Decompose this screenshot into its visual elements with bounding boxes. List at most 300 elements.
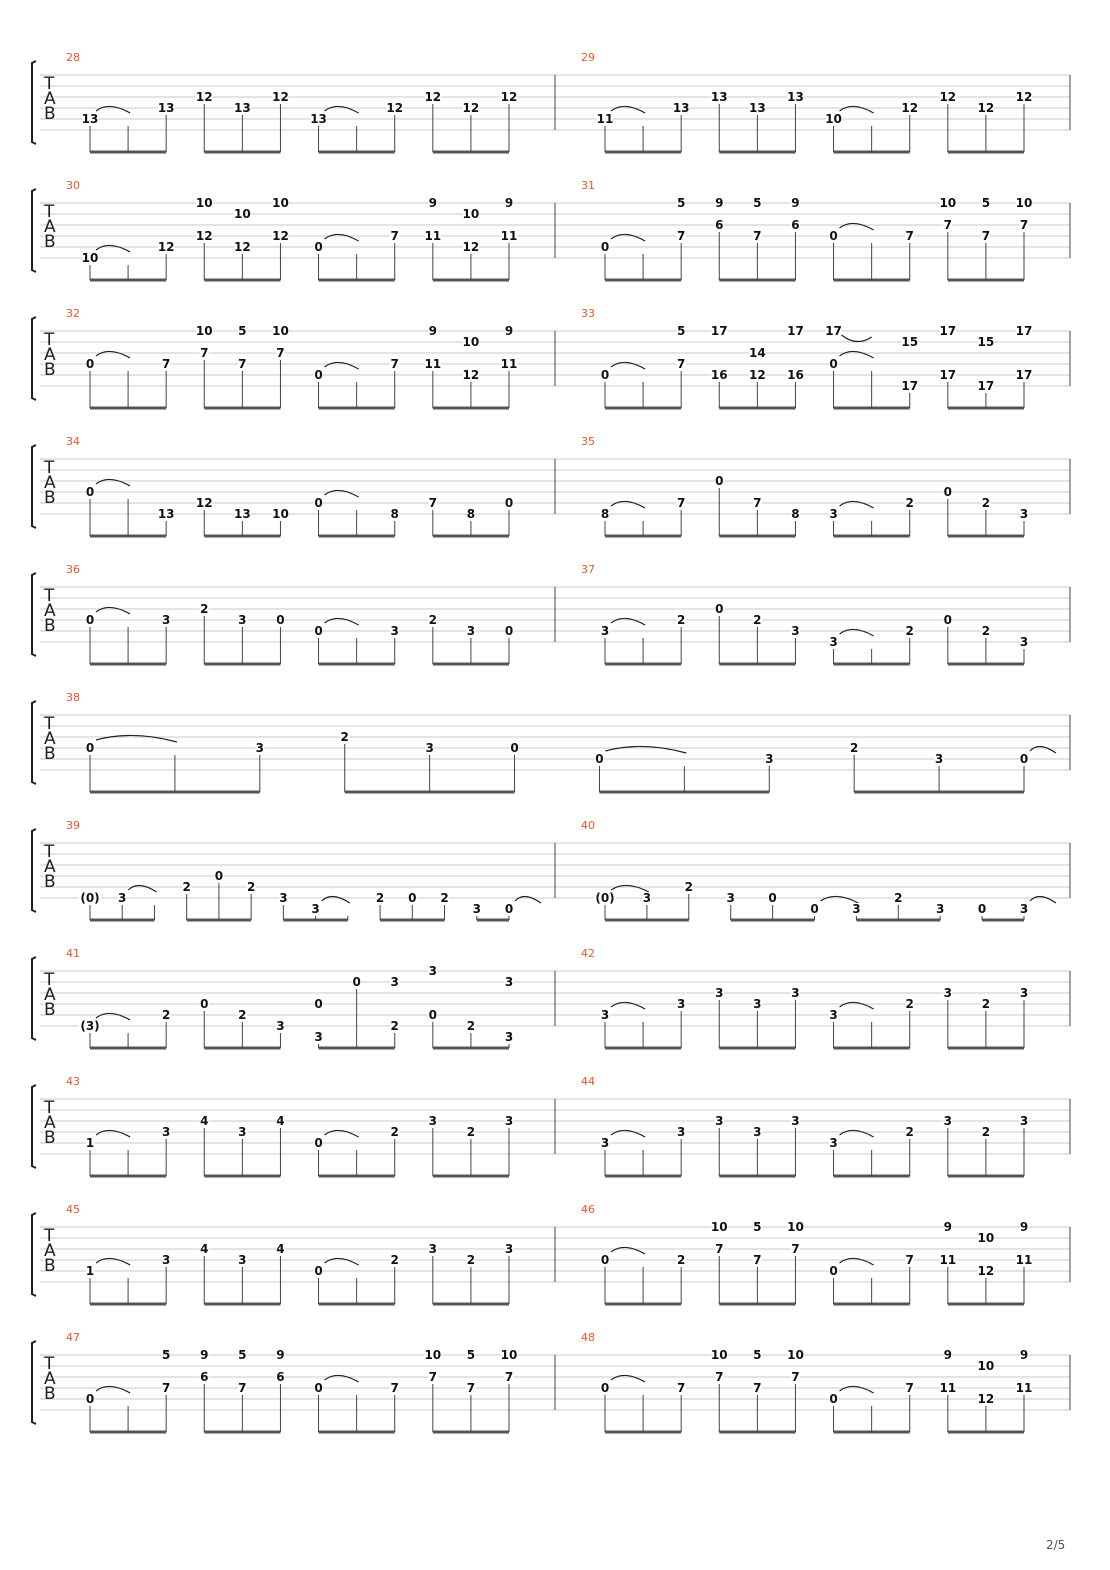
system-bracket bbox=[32, 1341, 36, 1424]
fret-number: 0 bbox=[314, 1136, 323, 1150]
fret-number: 0 bbox=[85, 357, 95, 371]
fret-number: 12 bbox=[977, 1264, 995, 1278]
fret-number: 11 bbox=[596, 112, 614, 126]
fret-number: 5 bbox=[238, 324, 247, 338]
fret-number: 0 bbox=[408, 891, 417, 905]
fret-number: 5 bbox=[162, 1348, 171, 1362]
fret-number: 0 bbox=[314, 997, 323, 1011]
fret-number: 12 bbox=[462, 368, 480, 382]
fret-number: 0 bbox=[85, 1392, 95, 1406]
tie-arc bbox=[840, 351, 874, 358]
measure-number: 29 bbox=[581, 51, 595, 64]
fret-number: 3 bbox=[829, 1136, 838, 1150]
fret-number: 5 bbox=[677, 196, 686, 210]
fret-number: 3 bbox=[504, 1242, 514, 1256]
fret-number: 3 bbox=[765, 752, 774, 766]
tab-letter: A bbox=[44, 601, 56, 621]
fret-number: 7 bbox=[753, 496, 762, 510]
fret-number: 5 bbox=[753, 1348, 762, 1362]
fret-number: 2 bbox=[182, 880, 191, 894]
tie-arc bbox=[128, 885, 156, 892]
tie-arc bbox=[325, 1258, 359, 1265]
fret-number: 3 bbox=[1019, 635, 1029, 649]
fret-number: 3 bbox=[829, 635, 838, 649]
fret-number: 4 bbox=[200, 1114, 209, 1128]
tie-arc bbox=[611, 618, 645, 625]
tab-letter: B bbox=[44, 744, 56, 764]
tab-letter: B bbox=[44, 1384, 56, 1404]
fret-number: 3 bbox=[238, 1125, 247, 1139]
tie-arc bbox=[611, 362, 645, 369]
fret-number: 12 bbox=[462, 240, 480, 254]
fret-number: 3 bbox=[791, 624, 800, 638]
fret-number: 11 bbox=[939, 1253, 957, 1267]
fret-number: 2 bbox=[981, 496, 991, 510]
fret-number: 3 bbox=[1019, 1114, 1029, 1128]
fret-number: 4 bbox=[276, 1242, 285, 1256]
tie-arc bbox=[96, 106, 130, 113]
fret-number: 10 bbox=[195, 196, 213, 210]
fret-number: 10 bbox=[272, 324, 289, 338]
fret-number: 13 bbox=[672, 101, 690, 115]
tab-letter: T bbox=[44, 714, 55, 734]
fret-number: 7 bbox=[390, 229, 399, 243]
fret-number: 16 bbox=[710, 368, 728, 382]
tie-arc bbox=[840, 223, 874, 230]
fret-number: 10 bbox=[500, 1348, 518, 1362]
system-bracket bbox=[32, 61, 36, 144]
fret-number: 10 bbox=[977, 1231, 995, 1245]
system-bracket bbox=[32, 445, 36, 528]
fret-number: 2 bbox=[162, 1008, 171, 1022]
measure-number: 40 bbox=[581, 819, 595, 832]
fret-number: 0 bbox=[829, 229, 838, 243]
fret-number: 12 bbox=[195, 496, 213, 510]
fret-number: 3 bbox=[829, 1008, 838, 1022]
fret-number: 3 bbox=[472, 902, 481, 916]
fret-number: 12 bbox=[1015, 90, 1033, 104]
tie-arc bbox=[1030, 896, 1056, 903]
fret-number: 7 bbox=[753, 1253, 762, 1267]
fret-number: 0 bbox=[314, 1264, 323, 1278]
fret-number: 2 bbox=[340, 730, 349, 744]
tie-arc bbox=[611, 1375, 645, 1382]
tie-arc bbox=[96, 1130, 130, 1137]
tie-arc bbox=[96, 1386, 130, 1393]
fret-number: 2 bbox=[684, 880, 693, 894]
fret-number: 13 bbox=[234, 101, 251, 115]
fret-number: 12 bbox=[157, 240, 175, 254]
fret-number: 3 bbox=[428, 1242, 437, 1256]
fret-number: 12 bbox=[500, 90, 518, 104]
fret-number: 3 bbox=[934, 752, 944, 766]
fret-number: 11 bbox=[1015, 1253, 1033, 1267]
fret-number: 3 bbox=[600, 624, 610, 638]
fret-number: 9 bbox=[943, 1220, 952, 1234]
fret-number: 2 bbox=[390, 1125, 399, 1139]
fret-number: 13 bbox=[81, 112, 99, 126]
tab-letter: A bbox=[44, 217, 56, 237]
tie-arc bbox=[96, 245, 130, 252]
fret-number: 0 bbox=[600, 1253, 610, 1267]
fret-number: 10 bbox=[195, 324, 213, 338]
fret-number: 0 bbox=[829, 357, 838, 371]
tie-arc bbox=[96, 351, 130, 358]
fret-number: 2 bbox=[981, 997, 991, 1011]
tie-arc bbox=[325, 490, 359, 497]
fret-number: 12 bbox=[939, 90, 957, 104]
fret-number: 12 bbox=[901, 101, 919, 115]
fret-number: 9 bbox=[1019, 1348, 1029, 1362]
measure-number: 37 bbox=[581, 563, 595, 576]
fret-number: 0 bbox=[595, 752, 604, 766]
fret-number: 17 bbox=[939, 368, 957, 382]
measure-number: 31 bbox=[581, 179, 595, 192]
fret-number: 6 bbox=[276, 1370, 285, 1384]
tab-letter: B bbox=[44, 104, 56, 124]
fret-number: 10 bbox=[977, 1359, 995, 1373]
fret-number: 7 bbox=[791, 1370, 800, 1384]
fret-number: 2 bbox=[850, 741, 859, 755]
fret-number: 3 bbox=[600, 1008, 610, 1022]
fret-number: 7 bbox=[905, 1381, 914, 1395]
measure-number: 28 bbox=[66, 51, 80, 64]
tab-letter: A bbox=[44, 1369, 56, 1389]
fret-number: 0 bbox=[600, 368, 610, 382]
fret-number: 3 bbox=[311, 902, 320, 916]
tab-letter: B bbox=[44, 232, 56, 252]
fret-number: 2 bbox=[905, 496, 914, 510]
tie-arc bbox=[96, 735, 177, 742]
tie-arc bbox=[96, 479, 130, 486]
fret-number: 7 bbox=[981, 229, 991, 243]
system-bracket bbox=[32, 573, 36, 656]
fret-number: 8 bbox=[390, 507, 399, 521]
tab-letter: B bbox=[44, 1000, 56, 1020]
tie-arc bbox=[96, 1013, 130, 1020]
fret-number: 3 bbox=[162, 1253, 171, 1267]
fret-number: 10 bbox=[710, 1220, 728, 1234]
fret-number: 4 bbox=[200, 1242, 209, 1256]
measure-number: 36 bbox=[66, 563, 80, 576]
fret-number: 3 bbox=[943, 986, 952, 1000]
tab-letter: B bbox=[44, 488, 56, 508]
fret-number: 9 bbox=[428, 196, 437, 210]
fret-number: 13 bbox=[157, 101, 175, 115]
fret-number: 9 bbox=[715, 196, 724, 210]
fret-number: 0 bbox=[314, 496, 323, 510]
fret-number: 11 bbox=[1015, 1381, 1033, 1395]
fret-number: 12 bbox=[386, 101, 404, 115]
fret-number: 3 bbox=[936, 902, 945, 916]
measure-number: 44 bbox=[581, 1075, 595, 1088]
fret-number: 10 bbox=[234, 207, 251, 221]
fret-number: 0 bbox=[276, 613, 285, 627]
fret-number: 7 bbox=[466, 1381, 476, 1395]
fret-number: 3 bbox=[753, 1125, 762, 1139]
fret-number: 7 bbox=[238, 1381, 247, 1395]
fret-number: 5 bbox=[981, 196, 991, 210]
measure-number: 32 bbox=[66, 307, 80, 320]
fret-number: 0 bbox=[943, 485, 952, 499]
tab-letter: B bbox=[44, 1256, 56, 1276]
fret-number: 0 bbox=[428, 1008, 437, 1022]
tie-arc bbox=[611, 106, 645, 113]
fret-number: 12 bbox=[272, 229, 289, 243]
fret-number: 10 bbox=[710, 1348, 728, 1362]
fret-number: 10 bbox=[787, 1220, 804, 1234]
fret-number: 3 bbox=[428, 964, 437, 978]
fret-number: 3 bbox=[504, 975, 514, 989]
system-bracket bbox=[32, 189, 36, 272]
fret-number: 3 bbox=[162, 1125, 171, 1139]
fret-number: 10 bbox=[462, 207, 480, 221]
fret-number: 10 bbox=[424, 1348, 442, 1362]
fret-number: 6 bbox=[791, 218, 800, 232]
fret-number: 0 bbox=[600, 240, 610, 254]
tab-letter: T bbox=[44, 330, 55, 350]
fret-number: 7 bbox=[276, 346, 285, 360]
tie-arc bbox=[840, 1258, 874, 1265]
fret-number: 2 bbox=[238, 1008, 247, 1022]
fret-number: 0 bbox=[504, 624, 514, 638]
fret-number: 13 bbox=[787, 90, 804, 104]
measure-number: 30 bbox=[66, 179, 80, 192]
fret-number: 7 bbox=[677, 1381, 686, 1395]
system-bracket bbox=[32, 1213, 36, 1296]
tie-arc bbox=[840, 1386, 874, 1393]
fret-number: 4 bbox=[276, 1114, 285, 1128]
fret-number: 7 bbox=[677, 229, 686, 243]
fret-number: 0 bbox=[85, 485, 95, 499]
fret-number: 7 bbox=[905, 229, 914, 243]
tie-arc bbox=[325, 362, 359, 369]
fret-number: 5 bbox=[238, 1348, 247, 1362]
fret-number: 10 bbox=[787, 1348, 804, 1362]
fret-number: 5 bbox=[753, 1220, 762, 1234]
fret-number: 7 bbox=[715, 1242, 724, 1256]
tie-arc bbox=[611, 501, 645, 508]
fret-number: 0 bbox=[810, 902, 819, 916]
fret-number: 7 bbox=[791, 1242, 800, 1256]
fret-number: (0) bbox=[80, 891, 100, 905]
measure-number: 33 bbox=[581, 307, 595, 320]
fret-number: 3 bbox=[791, 986, 800, 1000]
fret-number: 13 bbox=[234, 507, 251, 521]
tab-letter: T bbox=[44, 202, 55, 222]
fret-number: 13 bbox=[310, 112, 327, 126]
fret-number: 15 bbox=[901, 335, 919, 349]
system-bracket bbox=[32, 1085, 36, 1168]
fret-number: 9 bbox=[276, 1348, 285, 1362]
tie-arc bbox=[325, 1375, 359, 1382]
fret-number: 7 bbox=[428, 496, 437, 510]
tie-arc bbox=[325, 234, 359, 241]
fret-number: 7 bbox=[238, 357, 247, 371]
fret-number: 3 bbox=[238, 1253, 247, 1267]
tab-letter: A bbox=[44, 89, 56, 109]
fret-number: 3 bbox=[466, 624, 476, 638]
fret-number: 2 bbox=[466, 1253, 476, 1267]
measure-number: 48 bbox=[581, 1331, 595, 1344]
fret-number: 2 bbox=[981, 624, 991, 638]
fret-number: 8 bbox=[466, 507, 476, 521]
fret-number: 7 bbox=[905, 1253, 914, 1267]
fret-number: 12 bbox=[195, 90, 213, 104]
fret-number: 0 bbox=[977, 902, 987, 916]
tie-arc bbox=[611, 234, 645, 241]
fret-number: 11 bbox=[424, 357, 442, 371]
tie-arc bbox=[611, 1130, 645, 1137]
tie-arc bbox=[1030, 746, 1056, 753]
measure-number: 43 bbox=[66, 1075, 80, 1088]
measure-number: 41 bbox=[66, 947, 80, 960]
fret-number: 9 bbox=[428, 324, 437, 338]
tab-letter: A bbox=[44, 985, 56, 1005]
fret-number: 9 bbox=[200, 1348, 209, 1362]
tab-letter: T bbox=[44, 842, 55, 862]
fret-number: 5 bbox=[466, 1348, 476, 1362]
fret-number: 3 bbox=[276, 1019, 285, 1033]
fret-number: 6 bbox=[200, 1370, 209, 1384]
tie-arc bbox=[840, 106, 874, 113]
tab-letter: T bbox=[44, 74, 55, 94]
fret-number: 3 bbox=[1019, 986, 1029, 1000]
fret-number: 3 bbox=[600, 1136, 610, 1150]
measure-number: 47 bbox=[66, 1331, 80, 1344]
fret-number: 17 bbox=[1015, 368, 1033, 382]
fret-number: 7 bbox=[753, 1381, 762, 1395]
fret-number: 9 bbox=[504, 324, 514, 338]
fret-number: 7 bbox=[677, 496, 686, 510]
fret-number: 11 bbox=[500, 229, 518, 243]
tie-arc bbox=[325, 618, 359, 625]
fret-number: 7 bbox=[390, 357, 399, 371]
fret-number: 9 bbox=[943, 1348, 952, 1362]
measure-number: 35 bbox=[581, 435, 595, 448]
fret-number: 17 bbox=[1015, 324, 1033, 338]
fret-number: 3 bbox=[425, 741, 434, 755]
measure-number: 45 bbox=[66, 1203, 80, 1216]
fret-number: 11 bbox=[500, 357, 518, 371]
tie-arc bbox=[322, 896, 350, 903]
fret-number: 0 bbox=[510, 741, 519, 755]
fret-number: 12 bbox=[195, 229, 213, 243]
fret-number: 13 bbox=[157, 507, 175, 521]
tab-letter: B bbox=[44, 1128, 56, 1148]
tab-letter: A bbox=[44, 729, 56, 749]
fret-number: 7 bbox=[753, 229, 762, 243]
measure-number: 38 bbox=[66, 691, 80, 704]
fret-number: 0 bbox=[352, 975, 361, 989]
fret-number: 3 bbox=[726, 891, 735, 905]
fret-number: 5 bbox=[677, 324, 686, 338]
fret-number: 7 bbox=[390, 1381, 399, 1395]
tie-arc bbox=[325, 106, 359, 113]
tie-arc bbox=[605, 746, 686, 753]
fret-number: 2 bbox=[390, 1019, 399, 1033]
tie-arc bbox=[611, 1247, 645, 1254]
fret-number: 12 bbox=[749, 368, 766, 382]
tie-arc bbox=[96, 607, 130, 614]
fret-number: 3 bbox=[791, 1114, 800, 1128]
measure-number: 46 bbox=[581, 1203, 595, 1216]
fret-number: 1 bbox=[85, 1264, 95, 1278]
fret-number: 6 bbox=[715, 218, 724, 232]
fret-number: 12 bbox=[234, 240, 251, 254]
fret-number: 3 bbox=[1019, 507, 1029, 521]
fret-number: 2 bbox=[466, 1019, 476, 1033]
fret-number: 8 bbox=[600, 507, 610, 521]
fret-number: 2 bbox=[905, 624, 914, 638]
fret-number: 2 bbox=[428, 613, 437, 627]
tie-arc bbox=[96, 1258, 130, 1265]
fret-number: 3 bbox=[390, 624, 399, 638]
tab-letter: B bbox=[44, 616, 56, 636]
fret-number: 7 bbox=[504, 1370, 514, 1384]
tab-letter: A bbox=[44, 857, 56, 877]
fret-number: 8 bbox=[791, 507, 800, 521]
tie-arc bbox=[840, 629, 874, 636]
fret-number: 3 bbox=[162, 613, 171, 627]
fret-number: 3 bbox=[715, 986, 724, 1000]
fret-number: 17 bbox=[977, 379, 995, 393]
fret-number: 10 bbox=[825, 112, 842, 126]
tab-letter: A bbox=[44, 345, 56, 365]
tab-letter: T bbox=[44, 970, 55, 990]
fret-number: 2 bbox=[894, 891, 903, 905]
fret-number: 3 bbox=[642, 891, 652, 905]
fret-number: 12 bbox=[424, 90, 442, 104]
fret-number: 2 bbox=[981, 1125, 991, 1139]
fret-number: 0 bbox=[314, 1381, 323, 1395]
fret-number: 0 bbox=[314, 624, 323, 638]
tab-letter: T bbox=[44, 1226, 55, 1246]
fret-number: 11 bbox=[424, 229, 442, 243]
measure-number: 34 bbox=[66, 435, 80, 448]
fret-number: 3 bbox=[715, 1114, 724, 1128]
fret-number: 0 bbox=[768, 891, 777, 905]
fret-number: 0 bbox=[504, 496, 514, 510]
fret-number: 7 bbox=[200, 346, 209, 360]
fret-number: 10 bbox=[939, 196, 957, 210]
fret-number: 0 bbox=[85, 613, 95, 627]
fret-number: 11 bbox=[939, 1381, 957, 1395]
fret-number: 2 bbox=[390, 1253, 399, 1267]
fret-number: 7 bbox=[1019, 218, 1029, 232]
fret-number: 0 bbox=[829, 1392, 838, 1406]
fret-number: 17 bbox=[939, 324, 957, 338]
fret-number: 7 bbox=[943, 218, 952, 232]
fret-number: 2 bbox=[677, 613, 686, 627]
fret-number: 16 bbox=[787, 368, 804, 382]
tab-letter: B bbox=[44, 872, 56, 892]
tie-arc bbox=[611, 1002, 645, 1009]
fret-number: 14 bbox=[749, 346, 766, 360]
tab-letter: A bbox=[44, 1113, 56, 1133]
fret-number: 5 bbox=[753, 196, 762, 210]
fret-number: 10 bbox=[272, 196, 289, 210]
fret-number: 3 bbox=[428, 1114, 437, 1128]
fret-number: 9 bbox=[791, 196, 800, 210]
fret-number: 0 bbox=[214, 869, 224, 883]
fret-number: 17 bbox=[825, 324, 842, 338]
fret-number: 0 bbox=[943, 613, 952, 627]
fret-number: 17 bbox=[710, 324, 728, 338]
fret-number: 3 bbox=[677, 1125, 686, 1139]
tie-arc bbox=[840, 1002, 874, 1009]
fret-number: 0 bbox=[314, 240, 323, 254]
